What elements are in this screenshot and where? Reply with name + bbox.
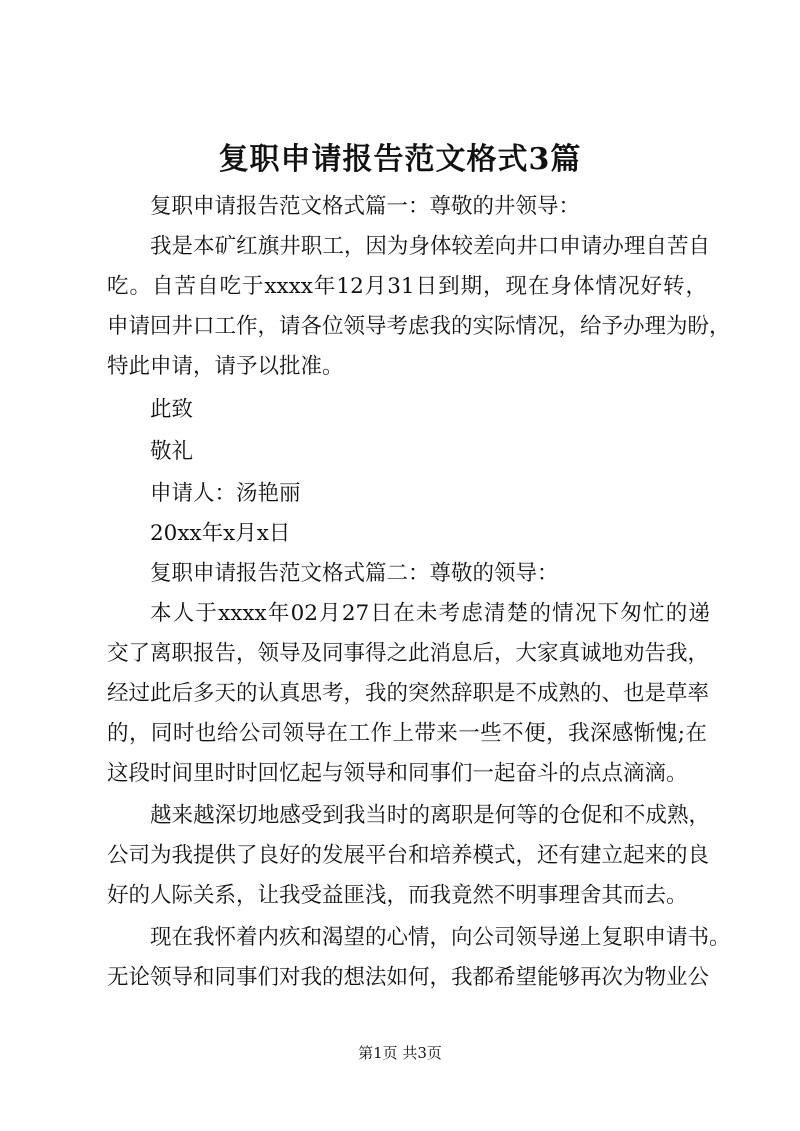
section-one-heading: 复职申请报告范文格式篇一：尊敬的井领导： <box>150 194 581 219</box>
paragraph-line: 这段时间里时时回忆起与领导和同事们一起奋斗的点点滴滴。 <box>107 761 688 786</box>
paragraph-line: 特此申请，请予以批准。 <box>107 354 344 379</box>
closing-regards: 敬礼 <box>150 439 194 464</box>
paragraph-line: 吃。自苦自吃于xxxx年12月31日到期，现在身体情况好转， <box>107 274 707 299</box>
paragraph-line: 无论领导和同事们对我的想法如何，我都希望能够再次为物业公 <box>107 965 710 990</box>
applicant-signature: 申请人：汤艳丽 <box>150 481 301 506</box>
paragraph-line: 我是本矿红旗井职工，因为身体较差向井口申请办理自苦自 <box>150 234 710 259</box>
document-title: 复职申请报告范文格式3篇 <box>218 142 582 177</box>
paragraph-line: 公司为我提供了良好的发展平台和培养模式，还有建立起来的良 <box>107 843 710 868</box>
letter-date: 20xx年x月x日 <box>150 521 291 546</box>
section-two-heading: 复职申请报告范文格式篇二：尊敬的领导： <box>150 561 559 586</box>
page-number-footer: 第1页 共3页 <box>358 1044 442 1062</box>
paragraph-line: 本人于xxxx年02月27日在未考虑清楚的情况下匆忙的递 <box>150 601 710 626</box>
paragraph-line: 的，同时也给公司领导在工作上带来一些不便，我深感惭愧;在 <box>107 721 707 746</box>
paragraph-line: 交了离职报告，领导及同事得之此消息后，大家真诚地劝告我， <box>107 641 710 666</box>
paragraph-line: 好的人际关系，让我受益匪浅，而我竟然不明事理舍其而去。 <box>107 883 688 908</box>
paragraph-line: 申请回井口工作，请各位领导考虑我的实际情况，给予办理为盼， <box>107 314 731 339</box>
paragraph-line: 越来越深切地感受到我当时的离职是何等的仓促和不成熟， <box>150 803 710 828</box>
paragraph-line: 经过此后多天的认真思考，我的突然辞职是不成熟的、也是草率 <box>107 681 710 706</box>
paragraph-line: 现在我怀着内疚和渴望的心情，向公司领导递上复职申请书。 <box>150 925 731 950</box>
closing-salutation: 此致 <box>150 397 194 422</box>
